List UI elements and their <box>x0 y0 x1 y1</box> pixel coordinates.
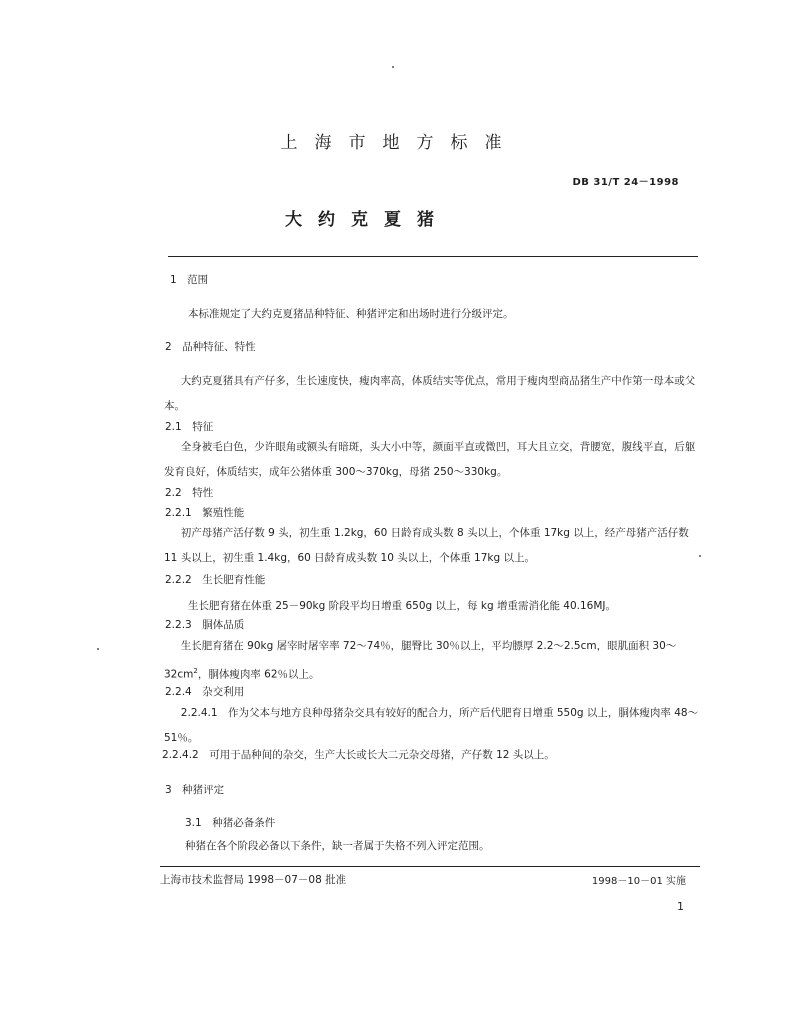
section-1-text: 本标准规定了大约克夏猪品种特征、种猪评定和出场时进行分级评定。 <box>188 308 514 320</box>
header-divider <box>168 256 698 257</box>
section-2-1-text: 全身被毛白色，少许眼角或额头有暗斑，头大小中等，颜面平直或微凹，耳大且立交，背腰宽，腹线平直，后躯发育良好，体质结实，成年公猪体重 300～370kg，母猪 250～330kg。 <box>164 441 696 478</box>
section-2-heading: 2 品种特征、特性 <box>165 341 256 353</box>
section-2-2-1-text: 初产母猪产活仔数 9 头，初生重 1.2kg，60 日龄育成头数 8 头以上，个体重 17kg 以上，经产母猪产活仔数 11 头以上，初生重 1.4kg，60 日龄育成头数 10 头以上，个体重 17kg 以上。 <box>164 527 689 564</box>
section-3-heading: 3 种猪评定 <box>165 784 225 796</box>
section-2-2-3-heading: 2.2.3 胴体品质 <box>165 619 245 631</box>
publisher-title: 上海市地方标准 <box>280 133 519 153</box>
footer-divider <box>160 866 700 867</box>
scan-speck <box>97 648 99 650</box>
page-number: 1 <box>677 900 684 913</box>
section-2-2-1-heading: 2.2.1 繁殖性能 <box>165 507 245 519</box>
section-2-2-heading: 2.2 特性 <box>165 487 214 499</box>
section-3-1-text: 种猪在各个阶段必备以下条件，缺一者属于失格不列入评定范围。 <box>185 840 490 852</box>
section-1-heading: 1 范围 <box>170 274 209 286</box>
section-2-2-4-heading: 2.2.4 杂交利用 <box>165 686 245 698</box>
superscript: 2 <box>193 667 198 675</box>
document-title: 大约克夏猪 <box>285 210 450 230</box>
scan-speck <box>392 66 394 68</box>
section-2-1-heading: 2.1 特征 <box>165 421 214 433</box>
section-2-2-4-1-text: 2.2.4.1 作为父本与地方良种母猪杂交具有较好的配合力，所产后代肥育日增重 550g 以上，胴体瘦肉率 48～51％。 <box>164 707 699 744</box>
section-2-2-2-heading: 2.2.2 生长肥育性能 <box>165 574 266 586</box>
section-2-2-4-2-text: 2.2.4.2 可用于品种间的杂交，生产大长或长大二元杂交母猪，产仔数 12 头以上。 <box>162 749 555 761</box>
section-2-2-3-text <box>164 634 704 688</box>
text-after-sup: ，胴体瘦肉率 62％以上。 <box>197 668 320 681</box>
standard-code: DB 31/T 24－1998 <box>572 177 679 188</box>
implementation-date: 1998－10－01 实施 <box>591 876 686 887</box>
section-2-text: 大约克夏猪具有产仔多，生长速度快，瘦肉率高，体质结实等优点，常用于瘦肉型商品猪生产中作第一母本或父本。 <box>164 375 696 412</box>
text-before-sup: 生长肥育猪在 90kg 屠宰时屠宰率 72～74％，腿臀比 30％以上，平均膘厚 2.2～2.5cm，眼肌面积 30～32cm <box>164 640 677 681</box>
section-2-2-2-text: 生长肥育猪在体重 25－90kg 阶段平均日增重 650g 以上，每 kg 增重需消化能 40.16MJ。 <box>188 600 616 612</box>
approval-info: 上海市技术监督局 1998－07－08 批准 <box>160 874 347 886</box>
section-3-1-heading: 3.1 种猪必备条件 <box>185 817 276 829</box>
scan-speck <box>699 555 701 557</box>
